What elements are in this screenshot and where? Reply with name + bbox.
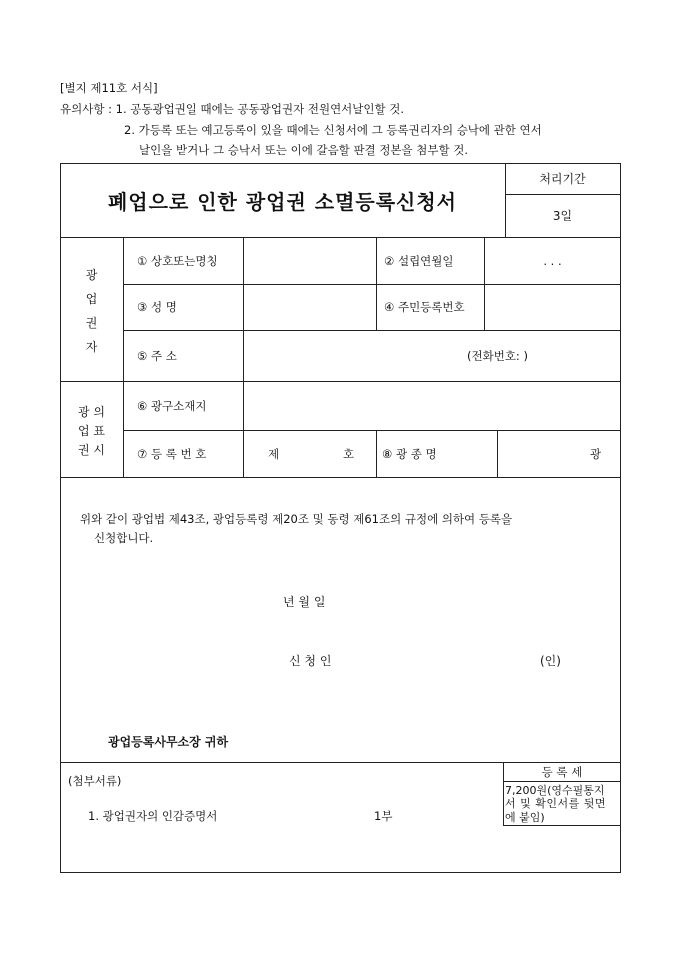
notice-line-1 bbox=[60, 101, 404, 117]
rights-label-line: 업 표 bbox=[78, 423, 105, 438]
establishment-date-label: ② 설립연월일 bbox=[384, 253, 454, 268]
mineral-name-label: ⑧ 광 종 명 bbox=[382, 446, 437, 461]
person-name-label: ③ 성 명 bbox=[137, 300, 177, 314]
registration-number-suffix: 호 bbox=[343, 446, 355, 461]
mine-location-label: ⑥ 광구소재지 bbox=[137, 398, 207, 413]
phone-number-label: (전화번호: ) bbox=[467, 348, 528, 363]
registration-tax-line-1: 7,200원(영수필통지 bbox=[505, 784, 605, 797]
holder-label-char: 권 bbox=[85, 315, 98, 330]
application-statement-line-1: 위와 같이 광업법 제43조, 광업등록령 제20조 및 동령 제61조의 규정에 의하여 등록을 bbox=[80, 512, 513, 526]
rights-label-line: 광 의 bbox=[78, 404, 105, 419]
person-name-field[interactable] bbox=[250, 284, 372, 330]
mine-location-field[interactable] bbox=[250, 381, 615, 430]
resident-number-field[interactable] bbox=[490, 284, 615, 330]
application-statement-line-2: 신청합니다. bbox=[94, 531, 154, 545]
attachment-quantity: 1부 bbox=[374, 809, 393, 823]
address-label: ⑤ 주 소 bbox=[137, 348, 177, 363]
notice-item-1: 1. 공동광업권일 때에는 공동광업권자 전원연서날인할 것. bbox=[115, 102, 405, 116]
notice-item-2-line-2: 날인을 받거나 그 승낙서 또는 이에 갈음할 판결 정본을 첨부할 것. bbox=[139, 143, 469, 157]
holder-label-char: 광 bbox=[85, 267, 98, 282]
resident-number-label: ④ 주민등록번호 bbox=[384, 300, 465, 314]
registration-tax-line-3: 에 붙임) bbox=[505, 811, 545, 824]
form-number: [별지 제11호 서식] bbox=[60, 81, 158, 95]
registration-tax-label: 등 록 세 bbox=[541, 764, 583, 779]
registration-number-prefix: 제 bbox=[268, 446, 280, 461]
rights-section-label bbox=[60, 395, 123, 467]
form-title: 폐업으로 인한 광업권 소멸등록신청서 bbox=[107, 189, 457, 214]
holder-section-label bbox=[60, 258, 123, 363]
notice-prefix: 유의사항 : bbox=[60, 102, 116, 116]
seal-mark: (인) bbox=[540, 654, 561, 668]
attachments-title: (첨부서류) bbox=[68, 774, 122, 788]
address-field[interactable] bbox=[250, 330, 460, 381]
notice-item-2-line-1: 2. 가등록 또는 예고등록이 있을 때에는 신청서에 그 등록권리자의 승낙에 관한 연서 bbox=[124, 123, 542, 137]
mineral-suffix: 광 bbox=[590, 446, 602, 461]
establishment-date-field[interactable]: . . . bbox=[543, 253, 562, 268]
recipient-office: 광업등록사무소장 귀하 bbox=[108, 735, 229, 749]
attachment-item: 1. 광업권자의 인감증명서 bbox=[88, 809, 218, 823]
processing-period-label: 처리기간 bbox=[539, 172, 586, 186]
registration-tax-line-2: 서 및 확인서를 뒷면 bbox=[505, 797, 606, 810]
applicant-label: 신 청 인 bbox=[289, 654, 332, 668]
application-date: 년 월 일 bbox=[283, 595, 326, 609]
processing-period-value: 3일 bbox=[552, 209, 573, 223]
rights-label-line: 권 시 bbox=[78, 442, 105, 457]
holder-label-char: 업 bbox=[85, 291, 98, 306]
company-name-field[interactable] bbox=[250, 237, 372, 284]
registration-number-label: ⑦ 등 록 번 호 bbox=[137, 446, 207, 461]
holder-label-char: 자 bbox=[85, 339, 98, 354]
company-name-label: ① 상호또는명칭 bbox=[137, 253, 218, 268]
